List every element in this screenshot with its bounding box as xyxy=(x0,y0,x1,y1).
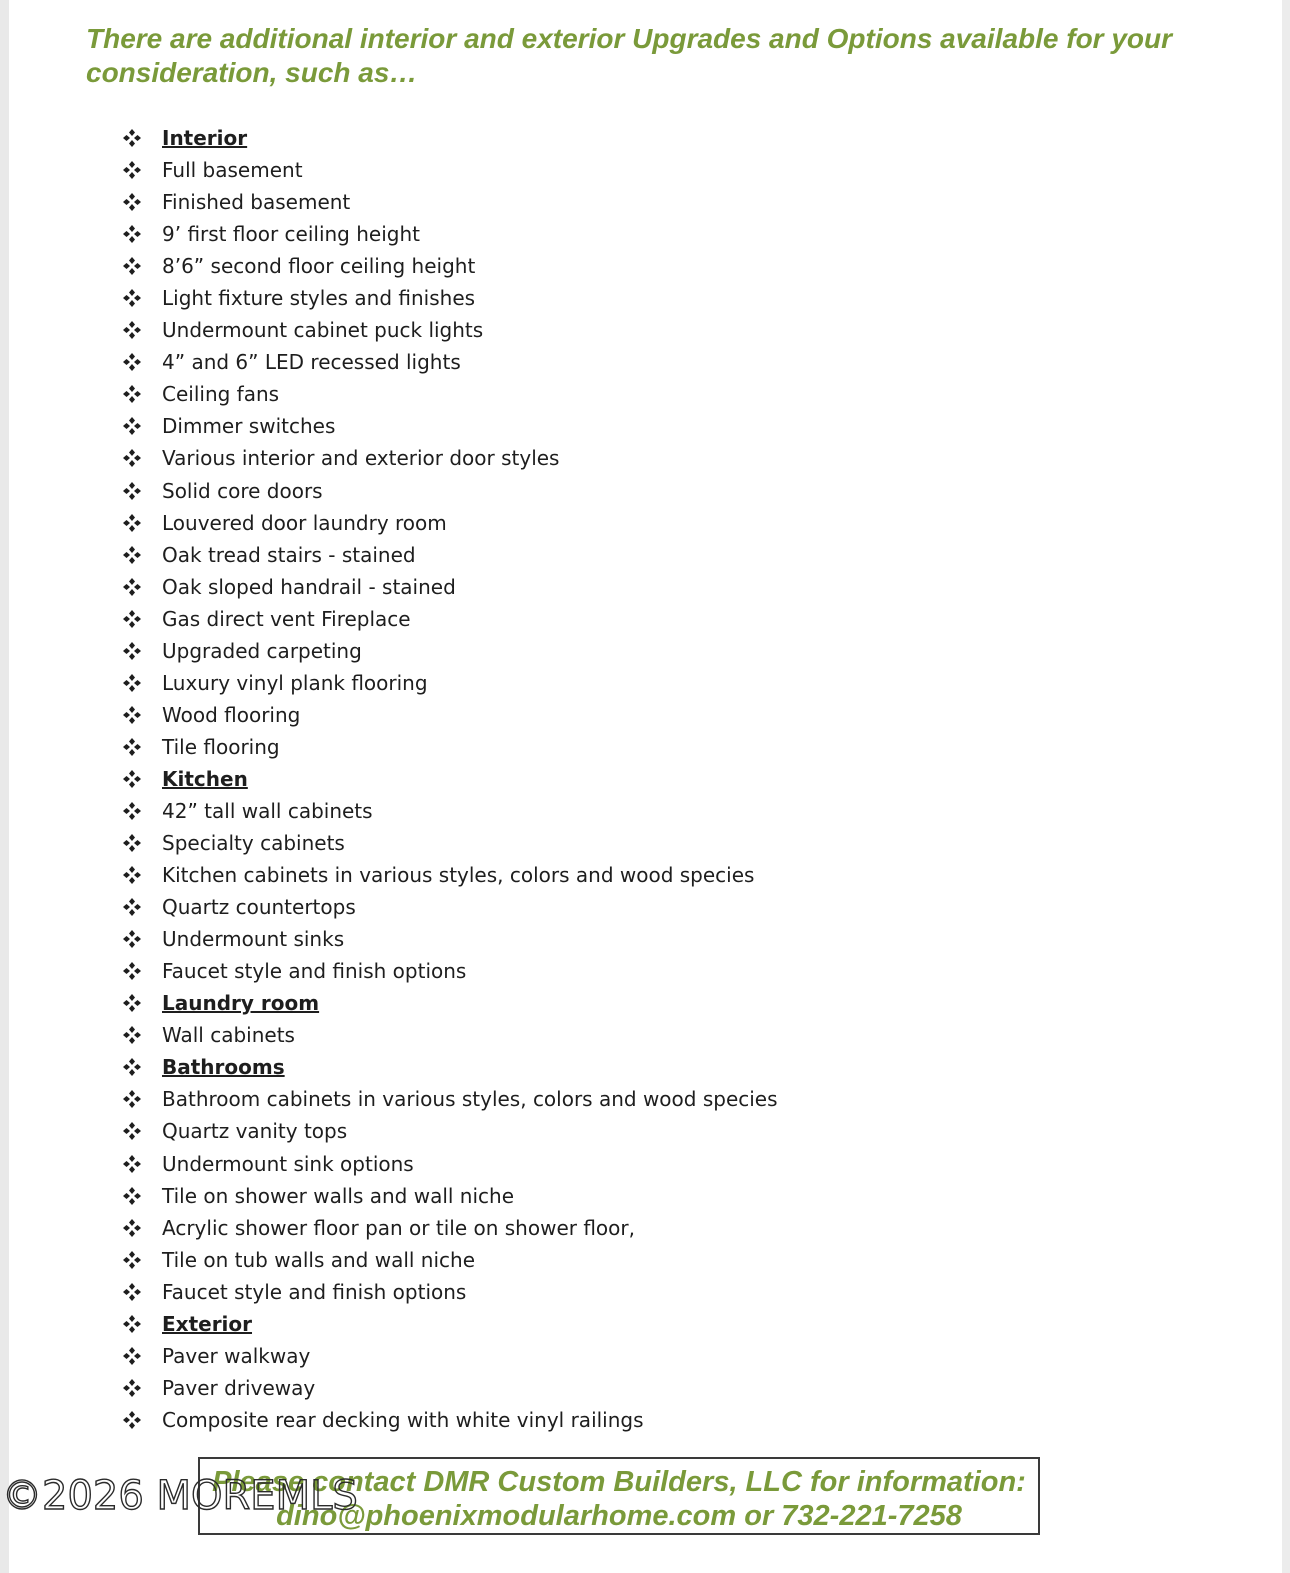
four-diamond-bullet-icon xyxy=(122,320,142,340)
four-diamond-bullet-icon xyxy=(122,1025,142,1045)
list-item xyxy=(122,603,778,635)
list-item xyxy=(122,1148,778,1180)
four-diamond-bullet-icon xyxy=(122,448,142,468)
list-item-text: 42” tall wall cabinets xyxy=(162,799,373,823)
four-diamond-bullet-icon xyxy=(122,737,142,757)
contact-line-2: dino@phoenixmodularhome.com or 732-221-7258 xyxy=(276,1500,962,1532)
four-diamond-bullet-icon xyxy=(122,1410,142,1430)
four-diamond-bullet-icon xyxy=(122,1057,142,1077)
watermark: ©2026 MOREMLS xyxy=(2,1473,358,1519)
list-item xyxy=(122,250,778,282)
four-diamond-bullet-icon xyxy=(122,1218,142,1238)
list-item-text: Oak sloped handrail - stained xyxy=(162,574,456,599)
four-diamond-bullet-icon xyxy=(122,769,142,789)
list-item xyxy=(122,1372,778,1404)
list-item-text: Tile flooring xyxy=(162,734,280,759)
four-diamond-bullet-icon xyxy=(122,1250,142,1270)
four-diamond-bullet-icon xyxy=(122,1346,142,1366)
section-heading-text: Exterior xyxy=(162,1311,253,1336)
list-item-text: Kitchen cabinets in various styles, colors and wood species xyxy=(162,863,755,888)
list-item xyxy=(122,507,778,539)
list-item xyxy=(122,923,778,955)
list-item-text: Solid core doors xyxy=(162,478,323,503)
list-item-text: Composite rear decking with white vinyl railings xyxy=(162,1407,644,1432)
list-item-text: Wall cabinets xyxy=(162,1023,295,1048)
list-item xyxy=(122,282,778,314)
list-item xyxy=(122,1404,778,1436)
four-diamond-bullet-icon xyxy=(122,128,142,148)
four-diamond-bullet-icon xyxy=(122,224,142,244)
four-diamond-bullet-icon xyxy=(122,288,142,308)
contact-line-1: Please contact DMR Custom Builders, LLC for information: xyxy=(212,1466,1026,1498)
list-item-text: Full basement xyxy=(162,158,303,183)
list-item xyxy=(122,1115,778,1147)
four-diamond-bullet-icon xyxy=(122,641,142,661)
list-item-text: 8’6” second floor ceiling height xyxy=(162,254,476,279)
list-item-text: Faucet style and finish options xyxy=(162,1279,467,1304)
four-diamond-bullet-icon xyxy=(122,1154,142,1174)
list-item xyxy=(122,699,778,731)
list-item xyxy=(122,571,778,603)
list-item xyxy=(122,795,778,827)
list-item-text: Acrylic shower floor pan or tile on shower floor, xyxy=(162,1215,635,1240)
section-heading xyxy=(122,987,778,1019)
list-item-text: Tile on tub walls and wall niche xyxy=(162,1247,475,1272)
list-item-text: Paver driveway xyxy=(162,1375,316,1400)
list-item-text: Paver walkway xyxy=(162,1343,311,1368)
list-item xyxy=(122,410,778,442)
list-item xyxy=(122,346,778,378)
list-item xyxy=(122,314,778,346)
list-item xyxy=(122,731,778,763)
list-item xyxy=(122,186,778,218)
four-diamond-bullet-icon xyxy=(122,993,142,1013)
page-right-edge xyxy=(1282,0,1290,1573)
list-item xyxy=(122,891,778,923)
list-item-text: Louvered door laundry room xyxy=(162,510,447,535)
section-heading-text: Kitchen xyxy=(162,766,248,791)
list-item-text: Upgraded carpeting xyxy=(162,638,362,663)
four-diamond-bullet-icon xyxy=(122,705,142,725)
list-item xyxy=(122,1212,778,1244)
list-item xyxy=(122,1180,778,1212)
four-diamond-bullet-icon xyxy=(122,609,142,629)
list-item-text: Oak tread stairs - stained xyxy=(162,542,416,567)
list-item xyxy=(122,154,778,186)
four-diamond-bullet-icon xyxy=(122,192,142,212)
list-item-text: Luxury vinyl plank flooring xyxy=(162,670,428,695)
four-diamond-bullet-icon xyxy=(122,897,142,917)
list-item-text: Undermount sinks xyxy=(162,927,345,952)
four-diamond-bullet-icon xyxy=(122,1314,142,1334)
four-diamond-bullet-icon xyxy=(122,352,142,372)
list-item xyxy=(122,667,778,699)
list-item xyxy=(122,635,778,667)
four-diamond-bullet-icon xyxy=(122,1282,142,1302)
list-item xyxy=(122,827,778,859)
four-diamond-bullet-icon xyxy=(122,1378,142,1398)
four-diamond-bullet-icon xyxy=(122,384,142,404)
list-item xyxy=(122,1083,778,1115)
four-diamond-bullet-icon xyxy=(122,673,142,693)
four-diamond-bullet-icon xyxy=(122,545,142,565)
list-item-text: Finished basement xyxy=(162,190,351,215)
section-heading-text: Bathrooms xyxy=(162,1055,285,1080)
four-diamond-bullet-icon xyxy=(122,416,142,436)
page-heading: There are additional interior and exterior Upgrades and Options available for your consideration, such as… xyxy=(86,23,1173,88)
section-heading xyxy=(122,122,778,154)
list-item xyxy=(122,442,778,474)
four-diamond-bullet-icon xyxy=(122,256,142,276)
section-heading-text: Laundry room xyxy=(162,991,320,1016)
options-list xyxy=(122,122,778,1436)
list-item xyxy=(122,378,778,410)
four-diamond-bullet-icon xyxy=(122,1186,142,1206)
list-item xyxy=(122,1019,778,1051)
section-heading-text: Interior xyxy=(162,126,248,151)
list-item xyxy=(122,859,778,891)
list-item xyxy=(122,475,778,507)
section-heading xyxy=(122,1308,778,1340)
section-heading xyxy=(122,1051,778,1083)
four-diamond-bullet-icon xyxy=(122,801,142,821)
list-item xyxy=(122,1340,778,1372)
list-item-text: Quartz countertops xyxy=(162,895,356,920)
four-diamond-bullet-icon xyxy=(122,160,142,180)
four-diamond-bullet-icon xyxy=(122,1121,142,1141)
list-item xyxy=(122,218,778,250)
list-item-text: Wood flooring xyxy=(162,702,301,727)
list-item-text: 9’ first floor ceiling height xyxy=(162,222,420,247)
list-item-text: Quartz vanity tops xyxy=(162,1119,348,1144)
four-diamond-bullet-icon xyxy=(122,513,142,533)
four-diamond-bullet-icon xyxy=(122,577,142,597)
list-item xyxy=(122,955,778,987)
list-item-text: Undermount cabinet puck lights xyxy=(162,318,484,343)
four-diamond-bullet-icon xyxy=(122,929,142,949)
four-diamond-bullet-icon xyxy=(122,1089,142,1109)
list-item-text: 4” and 6” LED recessed lights xyxy=(162,350,461,375)
list-item-text: Faucet style and finish options xyxy=(162,959,467,984)
four-diamond-bullet-icon xyxy=(122,481,142,501)
four-diamond-bullet-icon xyxy=(122,961,142,981)
section-heading xyxy=(122,763,778,795)
page-left-edge xyxy=(0,0,9,1573)
list-item-text: Ceiling fans xyxy=(162,382,280,407)
list-item-text: Tile on shower walls and wall niche xyxy=(162,1183,515,1208)
list-item xyxy=(122,1244,778,1276)
list-item-text: Gas direct vent Fireplace xyxy=(162,606,411,631)
list-item xyxy=(122,539,778,571)
list-item-text: Dimmer switches xyxy=(162,414,336,439)
list-item-text: Specialty cabinets xyxy=(162,831,345,856)
list-item xyxy=(122,1276,778,1308)
list-item-text: Light fixture styles and finishes xyxy=(162,286,476,311)
four-diamond-bullet-icon xyxy=(122,865,142,885)
list-item-text: Bathroom cabinets in various styles, colors and wood species xyxy=(162,1087,778,1112)
list-item-text: Undermount sink options xyxy=(162,1151,414,1176)
list-item-text: Various interior and exterior door styles xyxy=(162,446,560,471)
four-diamond-bullet-icon xyxy=(122,833,142,853)
